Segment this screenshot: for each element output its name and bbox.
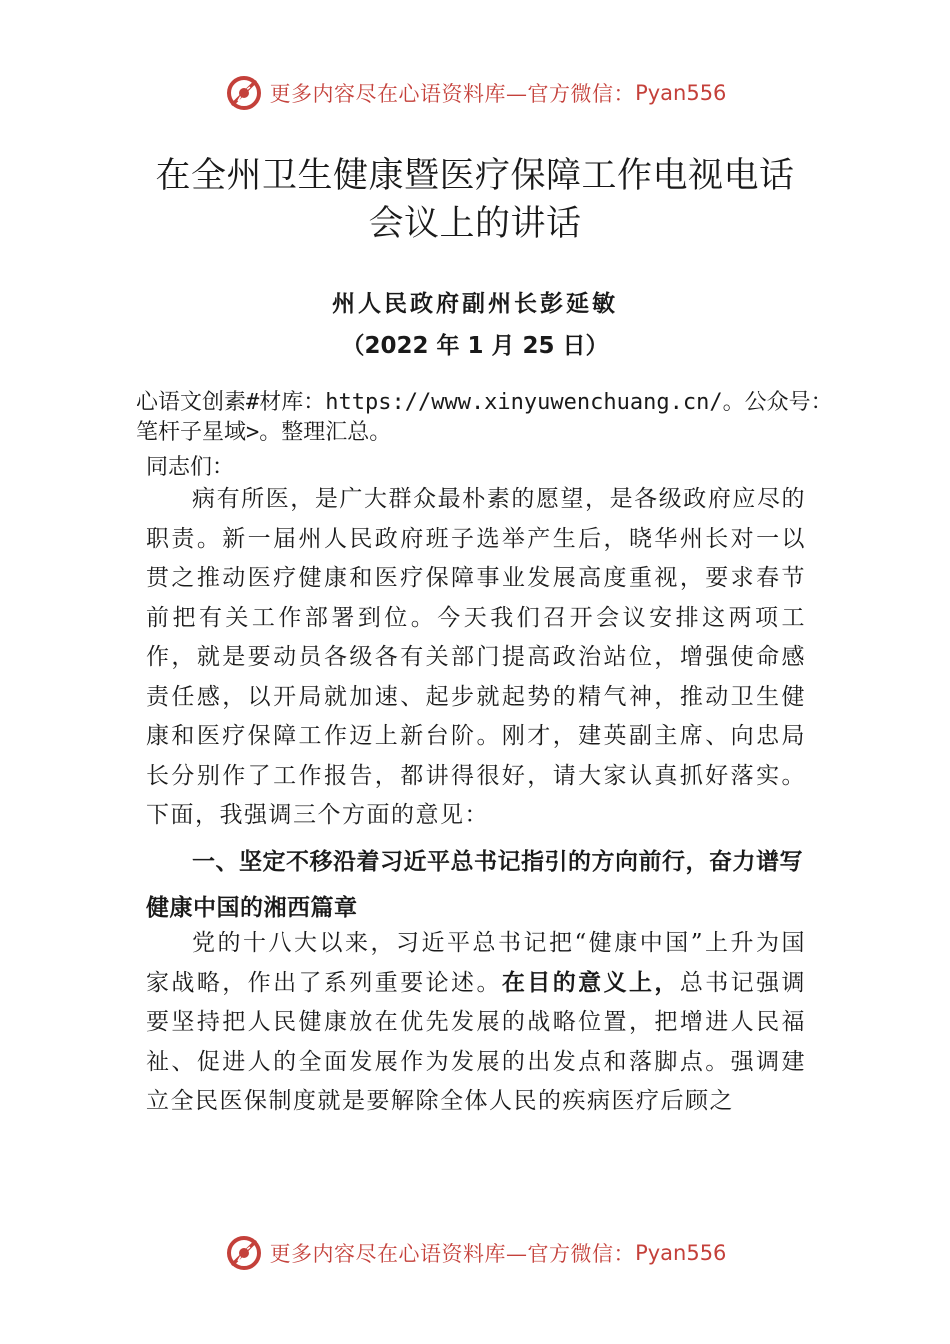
- title-line-1: 在全州卫生健康暨医疗保障工作电视电话: [155, 156, 795, 196]
- paragraph-1: 病有所医，是广大群众最朴素的愿望，是各级政府应尽的职责。新一届州人民政府班子选举产生后，晓华州长对一以贯之推动医疗健康和医疗保障事业发展高度重视，要求春节前把有关工作部署到位。今天我们召开会议安排这两项工作，就是要动员各级各有关部门提高政治站位，增强使命感责任感，以开局就加速、起步就起势的精气神，推动卫生健康和医疗保障工作迈上新台阶。刚才，建英副主席、向忠局长分别作了工作报告，都讲得很好，请大家认真抓好落实。下面，我强调三个方面的意见：: [146, 486, 806, 828]
- paragraph-2-bold-phrase: 在目的意义上，: [501, 969, 680, 996]
- watermark-wechat-handle: Pyan556: [635, 1241, 727, 1265]
- header-watermark-banner: [0, 68, 950, 118]
- paragraph-2-intro: 党的十八大以来，习近平总书记把“健康中国”上升为国家战略，作出了系列重要论述。: [146, 930, 806, 996]
- author-line: 州人民政府副州长彭延敏: [332, 290, 618, 317]
- source-note-line-2: 笔杆子星域>。整理汇总。: [136, 420, 392, 445]
- source-note-line-1: 心语文创素#材库：https://www.xinyuwenchuang.cn/。公众号：: [136, 390, 833, 415]
- watermark-text: 更多内容尽在心语资料库—官方微信：: [269, 82, 636, 106]
- brush-circle-logo-icon: [224, 73, 264, 113]
- source-note: [136, 388, 856, 448]
- paragraph-2-body: 总书记强调要坚持把人民健康放在优先发展的战略位置，把增进人民福祉、促进人的全面发展作为发展的出发点和落脚点。强调建立全民医保制度就是要解除全体人民的疾病医疗后顾之: [146, 969, 807, 1114]
- document-title: [0, 152, 950, 248]
- watermark-wechat-handle: Pyan556: [635, 81, 727, 105]
- salutation: 同志们：: [146, 455, 235, 480]
- brush-circle-logo-icon: [224, 1233, 264, 1273]
- watermark-text: 更多内容尽在心语资料库—官方微信：: [269, 1242, 636, 1266]
- paragraph-2: [146, 924, 806, 1122]
- section-heading-1: 一、坚定不移沿着习近平总书记指引的方向前行，奋力谱写健康中国的湘西篇章: [146, 849, 803, 921]
- footer-watermark-banner: [0, 1228, 950, 1278]
- date-line: （2022 年 1 月 25 日）: [341, 333, 609, 359]
- title-line-2: 会议上的讲话: [368, 204, 582, 244]
